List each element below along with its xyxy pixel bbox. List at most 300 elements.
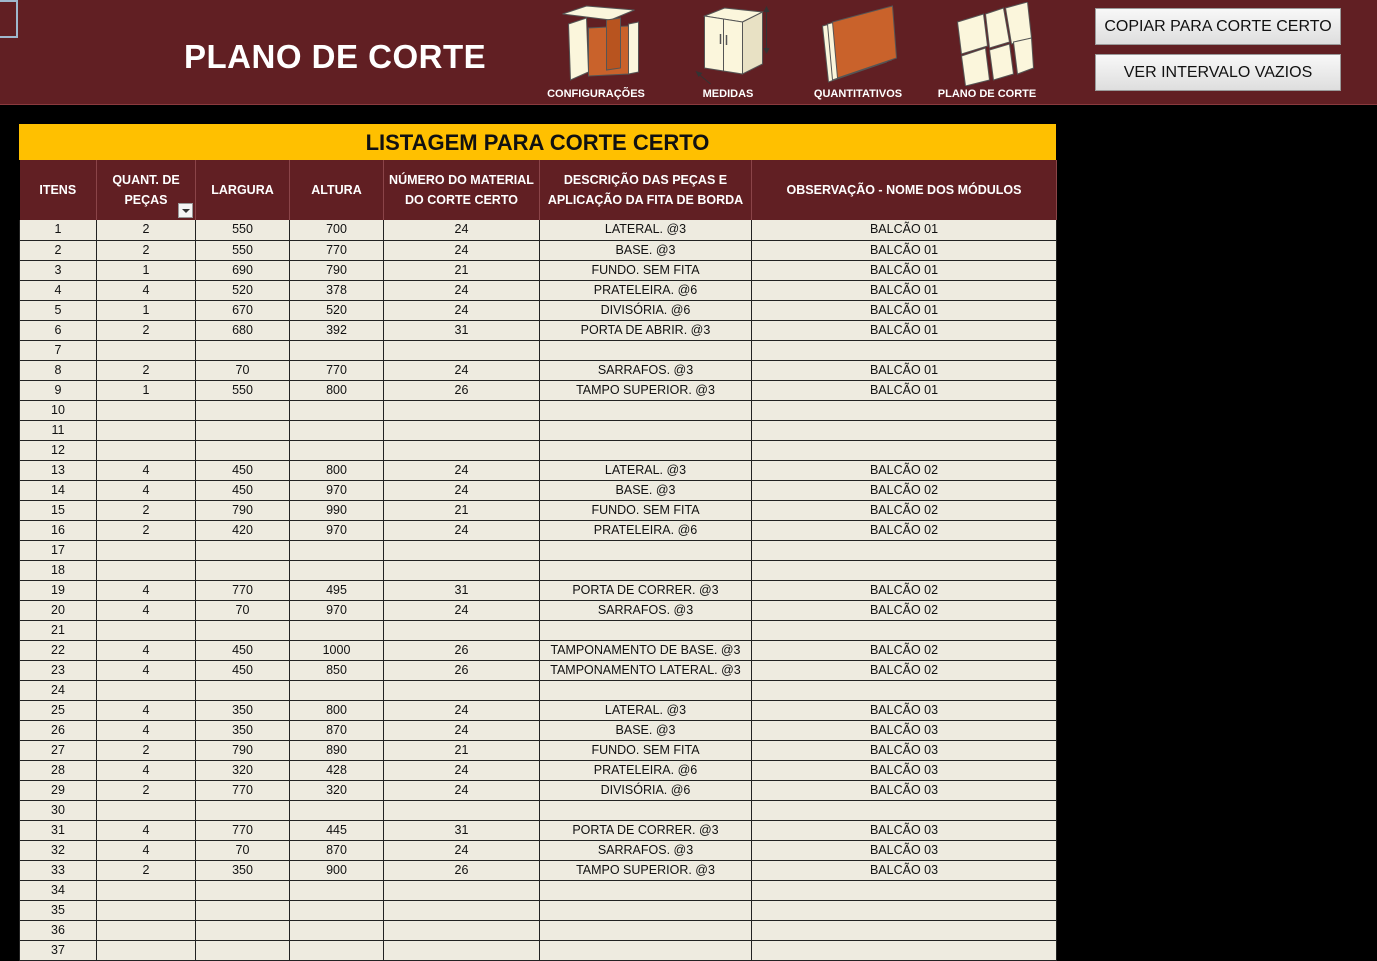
height-cell[interactable]: 320 [290,780,384,800]
description-cell[interactable] [540,340,752,360]
module-cell[interactable] [752,800,1057,820]
description-cell[interactable] [540,440,752,460]
table-row [20,920,1057,940]
module-cell[interactable]: BALCÃO 02 [752,520,1057,540]
table-row [20,280,1057,300]
item-cell[interactable]: 11 [20,420,97,440]
height-cell[interactable]: 870 [290,840,384,860]
width-cell[interactable]: 70 [196,840,290,860]
description-cell[interactable] [540,900,752,920]
width-cell[interactable]: 770 [196,820,290,840]
table-row [20,640,1057,660]
height-cell[interactable] [290,420,384,440]
quantity-cell[interactable] [97,440,196,460]
module-cell[interactable]: BALCÃO 02 [752,580,1057,600]
height-cell[interactable] [290,940,384,960]
width-cell[interactable]: 450 [196,660,290,680]
description-cell[interactable]: PORTA DE CORRER. @3 [540,580,752,600]
description-cell[interactable]: SARRAFOS. @3 [540,360,752,380]
quantity-cell[interactable] [97,340,196,360]
height-cell[interactable] [290,540,384,560]
material-cell[interactable] [384,420,540,440]
description-cell[interactable]: LATERAL. @3 [540,220,752,240]
item-cell[interactable]: 2 [20,240,97,260]
quantity-cell[interactable]: 2 [97,780,196,800]
quantity-cell[interactable] [97,560,196,580]
material-cell[interactable] [384,920,540,940]
width-cell[interactable] [196,420,290,440]
nav-plano-de-corte-button[interactable] [922,0,1052,104]
quantity-cell[interactable]: 4 [97,820,196,840]
module-cell[interactable]: BALCÃO 03 [752,780,1057,800]
material-cell[interactable]: 21 [384,260,540,280]
width-cell[interactable] [196,800,290,820]
width-cell[interactable] [196,560,290,580]
quantity-cell[interactable]: 4 [97,700,196,720]
material-cell[interactable]: 31 [384,580,540,600]
module-cell[interactable] [752,880,1057,900]
module-cell[interactable]: BALCÃO 01 [752,280,1057,300]
description-cell[interactable]: SARRAFOS. @3 [540,840,752,860]
quantity-cell[interactable]: 2 [97,520,196,540]
width-cell[interactable]: 520 [196,280,290,300]
module-cell[interactable]: BALCÃO 01 [752,260,1057,280]
material-cell[interactable]: 26 [384,380,540,400]
table-row [20,220,1057,240]
table-row [20,320,1057,340]
quantity-cell[interactable]: 2 [97,240,196,260]
quantity-cell[interactable] [97,920,196,940]
material-cell[interactable]: 31 [384,820,540,840]
module-cell[interactable]: BALCÃO 02 [752,500,1057,520]
description-cell[interactable] [540,620,752,640]
module-cell[interactable]: BALCÃO 03 [752,740,1057,760]
quantity-cell[interactable] [97,680,196,700]
quantity-cell[interactable] [97,400,196,420]
height-cell[interactable]: 700 [290,220,384,240]
module-cell[interactable] [752,940,1057,960]
description-cell[interactable]: LATERAL. @3 [540,700,752,720]
table-row [20,580,1057,600]
table-row [20,720,1057,740]
description-cell[interactable] [540,400,752,420]
width-cell[interactable]: 450 [196,480,290,500]
item-cell[interactable]: 12 [20,440,97,460]
item-cell[interactable]: 37 [20,940,97,960]
cabinet-dimensions-icon [681,2,776,86]
material-cell[interactable]: 24 [384,280,540,300]
description-cell[interactable]: SARRAFOS. @3 [540,600,752,620]
height-cell[interactable]: 1000 [290,640,384,660]
module-cell[interactable]: BALCÃO 03 [752,840,1057,860]
width-cell[interactable]: 70 [196,600,290,620]
item-cell[interactable]: 25 [20,700,97,720]
quantity-cell[interactable] [97,900,196,920]
height-cell[interactable] [290,680,384,700]
item-cell[interactable]: 35 [20,900,97,920]
width-cell[interactable]: 350 [196,860,290,880]
quantity-cell[interactable]: 4 [97,640,196,660]
description-cell[interactable]: TAMPO SUPERIOR. @3 [540,860,752,880]
item-cell[interactable]: 22 [20,640,97,660]
description-cell[interactable]: TAMPONAMENTO DE BASE. @3 [540,640,752,660]
width-cell[interactable] [196,880,290,900]
description-cell[interactable] [540,420,752,440]
quantity-cell[interactable] [97,620,196,640]
module-cell[interactable] [752,420,1057,440]
item-cell[interactable]: 24 [20,680,97,700]
material-cell[interactable]: 24 [384,480,540,500]
height-cell[interactable]: 900 [290,860,384,880]
height-cell[interactable]: 800 [290,380,384,400]
width-cell[interactable] [196,680,290,700]
page-title: PLANO DE CORTE [184,38,487,75]
item-cell[interactable]: 15 [20,500,97,520]
table-row [20,620,1057,640]
quantity-cell[interactable]: 4 [97,840,196,860]
width-cell[interactable]: 770 [196,780,290,800]
cut-layout-icon [940,2,1035,86]
quantity-cell[interactable]: 2 [97,320,196,340]
table-row [20,860,1057,880]
description-cell[interactable]: TAMPO SUPERIOR. @3 [540,380,752,400]
quantity-cell[interactable]: 1 [97,300,196,320]
filter-dropdown-button[interactable] [178,203,193,218]
description-cell[interactable]: PORTA DE CORRER. @3 [540,820,752,840]
nav-quantitativos-button[interactable] [793,0,923,104]
quantity-cell[interactable]: 1 [97,260,196,280]
column-header-numero-material: NÚMERO DO MATERIAL DO CORTE CERTO [384,160,540,220]
material-cell[interactable]: 26 [384,640,540,660]
table-row [20,760,1057,780]
height-cell[interactable] [290,900,384,920]
item-cell[interactable]: 9 [20,380,97,400]
height-cell[interactable] [290,800,384,820]
item-cell[interactable]: 8 [20,360,97,380]
quantity-cell[interactable]: 4 [97,280,196,300]
item-cell[interactable]: 23 [20,660,97,680]
item-cell[interactable]: 19 [20,580,97,600]
description-cell[interactable]: PRATELEIRA. @6 [540,760,752,780]
height-cell[interactable]: 800 [290,460,384,480]
width-cell[interactable]: 450 [196,460,290,480]
quantity-cell[interactable]: 2 [97,360,196,380]
description-cell[interactable] [540,540,752,560]
width-cell[interactable]: 670 [196,300,290,320]
item-cell[interactable]: 5 [20,300,97,320]
material-cell[interactable]: 31 [384,320,540,340]
item-cell[interactable]: 16 [20,520,97,540]
item-cell[interactable]: 18 [20,560,97,580]
description-cell[interactable] [540,680,752,700]
module-cell[interactable]: BALCÃO 01 [752,380,1057,400]
module-cell[interactable] [752,400,1057,420]
view-empty-intervals-button[interactable]: VER INTERVALO VAZIOS [1095,54,1341,91]
quantity-cell[interactable]: 4 [97,460,196,480]
module-cell[interactable]: BALCÃO 03 [752,760,1057,780]
width-cell[interactable] [196,940,290,960]
table-row [20,240,1057,260]
module-cell[interactable]: BALCÃO 03 [752,700,1057,720]
table-row [20,600,1057,620]
width-cell[interactable]: 550 [196,220,290,240]
item-cell[interactable]: 32 [20,840,97,860]
quantity-cell[interactable] [97,420,196,440]
material-cell[interactable] [384,680,540,700]
height-cell[interactable] [290,880,384,900]
quantity-cell[interactable] [97,800,196,820]
width-cell[interactable] [196,920,290,940]
height-cell[interactable] [290,920,384,940]
material-cell[interactable]: 24 [384,780,540,800]
description-cell[interactable] [540,940,752,960]
material-cell[interactable] [384,880,540,900]
material-cell[interactable]: 21 [384,500,540,520]
material-cell[interactable]: 21 [384,740,540,760]
item-cell[interactable]: 4 [20,280,97,300]
height-cell[interactable] [290,440,384,460]
material-cell[interactable]: 24 [384,520,540,540]
quantity-cell[interactable] [97,940,196,960]
description-cell[interactable] [540,800,752,820]
nav-configuracoes-button[interactable] [531,0,661,104]
material-cell[interactable] [384,540,540,560]
table-row [20,400,1057,420]
column-header-observacao: OBSERVAÇÃO - NOME DOS MÓDULOS [752,160,1057,220]
cut-list-table [19,160,1057,961]
height-cell[interactable]: 970 [290,520,384,540]
item-cell[interactable]: 10 [20,400,97,420]
width-cell[interactable]: 790 [196,500,290,520]
panels-stack-icon [811,2,906,86]
width-cell[interactable] [196,540,290,560]
module-cell[interactable] [752,900,1057,920]
quantity-cell[interactable]: 4 [97,720,196,740]
quantity-cell[interactable]: 1 [97,380,196,400]
height-cell[interactable]: 800 [290,700,384,720]
material-cell[interactable]: 26 [384,860,540,880]
height-cell[interactable]: 770 [290,360,384,380]
material-cell[interactable]: 24 [384,720,540,740]
module-cell[interactable]: BALCÃO 01 [752,320,1057,340]
material-cell[interactable]: 24 [384,700,540,720]
material-cell[interactable]: 24 [384,460,540,480]
table-row [20,700,1057,720]
material-cell[interactable]: 26 [384,660,540,680]
module-cell[interactable]: BALCÃO 01 [752,300,1057,320]
width-cell[interactable]: 420 [196,520,290,540]
table-row [20,740,1057,760]
height-cell[interactable] [290,620,384,640]
module-cell[interactable] [752,340,1057,360]
width-cell[interactable] [196,900,290,920]
material-cell[interactable] [384,340,540,360]
width-cell[interactable] [196,440,290,460]
height-cell[interactable] [290,340,384,360]
height-cell[interactable]: 850 [290,660,384,680]
description-cell[interactable] [540,560,752,580]
quantity-cell[interactable]: 2 [97,860,196,880]
width-cell[interactable]: 680 [196,320,290,340]
description-cell[interactable]: BASE. @3 [540,480,752,500]
material-cell[interactable] [384,620,540,640]
description-cell[interactable] [540,920,752,940]
description-cell[interactable]: FUNDO. SEM FITA [540,260,752,280]
item-cell[interactable]: 20 [20,600,97,620]
module-cell[interactable] [752,680,1057,700]
quantity-cell[interactable]: 4 [97,760,196,780]
material-cell[interactable] [384,400,540,420]
module-cell[interactable] [752,620,1057,640]
width-cell[interactable]: 790 [196,740,290,760]
description-cell[interactable] [540,880,752,900]
height-cell[interactable]: 970 [290,600,384,620]
item-cell[interactable]: 17 [20,540,97,560]
table-row [20,840,1057,860]
item-cell[interactable]: 36 [20,920,97,940]
module-cell[interactable] [752,560,1057,580]
quantity-cell[interactable] [97,540,196,560]
description-cell[interactable]: BASE. @3 [540,720,752,740]
item-cell[interactable]: 27 [20,740,97,760]
width-cell[interactable]: 550 [196,240,290,260]
description-cell[interactable]: PRATELEIRA. @6 [540,520,752,540]
module-cell[interactable]: BALCÃO 01 [752,360,1057,380]
height-cell[interactable]: 970 [290,480,384,500]
table-row [20,360,1057,380]
width-cell[interactable] [196,400,290,420]
width-cell[interactable]: 320 [196,760,290,780]
description-cell[interactable]: FUNDO. SEM FITA [540,740,752,760]
width-cell[interactable]: 70 [196,360,290,380]
material-cell[interactable] [384,900,540,920]
material-cell[interactable]: 24 [384,220,540,240]
height-cell[interactable] [290,400,384,420]
width-cell[interactable]: 690 [196,260,290,280]
module-cell[interactable]: BALCÃO 02 [752,480,1057,500]
width-cell[interactable] [196,340,290,360]
material-cell[interactable]: 24 [384,840,540,860]
table-row [20,680,1057,700]
table-row [20,440,1057,460]
height-cell[interactable]: 990 [290,500,384,520]
item-cell[interactable]: 28 [20,760,97,780]
material-cell[interactable] [384,560,540,580]
description-cell[interactable]: TAMPONAMENTO LATERAL. @3 [540,660,752,680]
item-cell[interactable]: 14 [20,480,97,500]
table-row [20,800,1057,820]
height-cell[interactable]: 520 [290,300,384,320]
material-cell[interactable]: 24 [384,240,540,260]
material-cell[interactable] [384,940,540,960]
material-cell[interactable]: 24 [384,300,540,320]
item-cell[interactable]: 6 [20,320,97,340]
table-row [20,380,1057,400]
description-cell[interactable]: PORTA DE ABRIR. @3 [540,320,752,340]
material-cell[interactable] [384,440,540,460]
module-cell[interactable]: BALCÃO 02 [752,600,1057,620]
height-cell[interactable]: 890 [290,740,384,760]
module-cell[interactable]: BALCÃO 03 [752,860,1057,880]
height-cell[interactable] [290,560,384,580]
height-cell[interactable]: 378 [290,280,384,300]
module-cell[interactable]: BALCÃO 02 [752,460,1057,480]
item-cell[interactable]: 31 [20,820,97,840]
quantity-cell[interactable]: 4 [97,600,196,620]
module-cell[interactable] [752,540,1057,560]
item-cell[interactable]: 7 [20,340,97,360]
material-cell[interactable]: 24 [384,600,540,620]
quantity-cell[interactable]: 2 [97,220,196,240]
module-cell[interactable]: BALCÃO 02 [752,660,1057,680]
item-cell[interactable]: 3 [20,260,97,280]
table-row [20,540,1057,560]
quantity-cell[interactable]: 4 [97,480,196,500]
material-cell[interactable]: 24 [384,360,540,380]
height-cell[interactable]: 870 [290,720,384,740]
description-cell[interactable]: PRATELEIRA. @6 [540,280,752,300]
item-cell[interactable]: 13 [20,460,97,480]
width-cell[interactable]: 350 [196,700,290,720]
height-cell[interactable]: 495 [290,580,384,600]
width-cell[interactable]: 550 [196,380,290,400]
module-cell[interactable]: BALCÃO 01 [752,240,1057,260]
description-cell[interactable]: BASE. @3 [540,240,752,260]
item-cell[interactable]: 21 [20,620,97,640]
module-cell[interactable]: BALCÃO 03 [752,820,1057,840]
width-cell[interactable] [196,620,290,640]
nav-label: PLANO DE CORTE [937,88,1037,100]
height-cell[interactable]: 770 [290,240,384,260]
quantity-cell[interactable]: 4 [97,580,196,600]
description-cell[interactable]: DIVISÓRIA. @6 [540,300,752,320]
description-cell[interactable]: LATERAL. @3 [540,460,752,480]
module-cell[interactable] [752,920,1057,940]
width-cell[interactable]: 450 [196,640,290,660]
material-cell[interactable]: 24 [384,760,540,780]
table-row [20,500,1057,520]
width-cell[interactable]: 350 [196,720,290,740]
item-cell[interactable]: 1 [20,220,97,240]
module-cell[interactable] [752,440,1057,460]
item-cell[interactable]: 34 [20,880,97,900]
quantity-cell[interactable]: 4 [97,660,196,680]
material-cell[interactable] [384,800,540,820]
item-cell[interactable]: 29 [20,780,97,800]
item-cell[interactable]: 33 [20,860,97,880]
description-cell[interactable]: FUNDO. SEM FITA [540,500,752,520]
description-cell[interactable]: DIVISÓRIA. @6 [540,780,752,800]
nav-medidas-button[interactable] [663,0,793,104]
height-cell[interactable]: 790 [290,260,384,280]
width-cell[interactable]: 770 [196,580,290,600]
quantity-cell[interactable]: 2 [97,500,196,520]
module-cell[interactable]: BALCÃO 01 [752,220,1057,240]
quantity-cell[interactable]: 2 [97,740,196,760]
module-cell[interactable]: BALCÃO 02 [752,640,1057,660]
table-row [20,780,1057,800]
column-header-label: QUANT. DE PEÇAS [112,173,180,207]
height-cell[interactable]: 428 [290,760,384,780]
item-cell[interactable]: 26 [20,720,97,740]
quantity-cell[interactable] [97,880,196,900]
copy-to-corte-certo-button[interactable]: COPIAR PARA CORTE CERTO [1095,8,1341,45]
height-cell[interactable]: 392 [290,320,384,340]
height-cell[interactable]: 445 [290,820,384,840]
table-row [20,260,1057,280]
item-cell[interactable]: 30 [20,800,97,820]
module-cell[interactable]: BALCÃO 03 [752,720,1057,740]
